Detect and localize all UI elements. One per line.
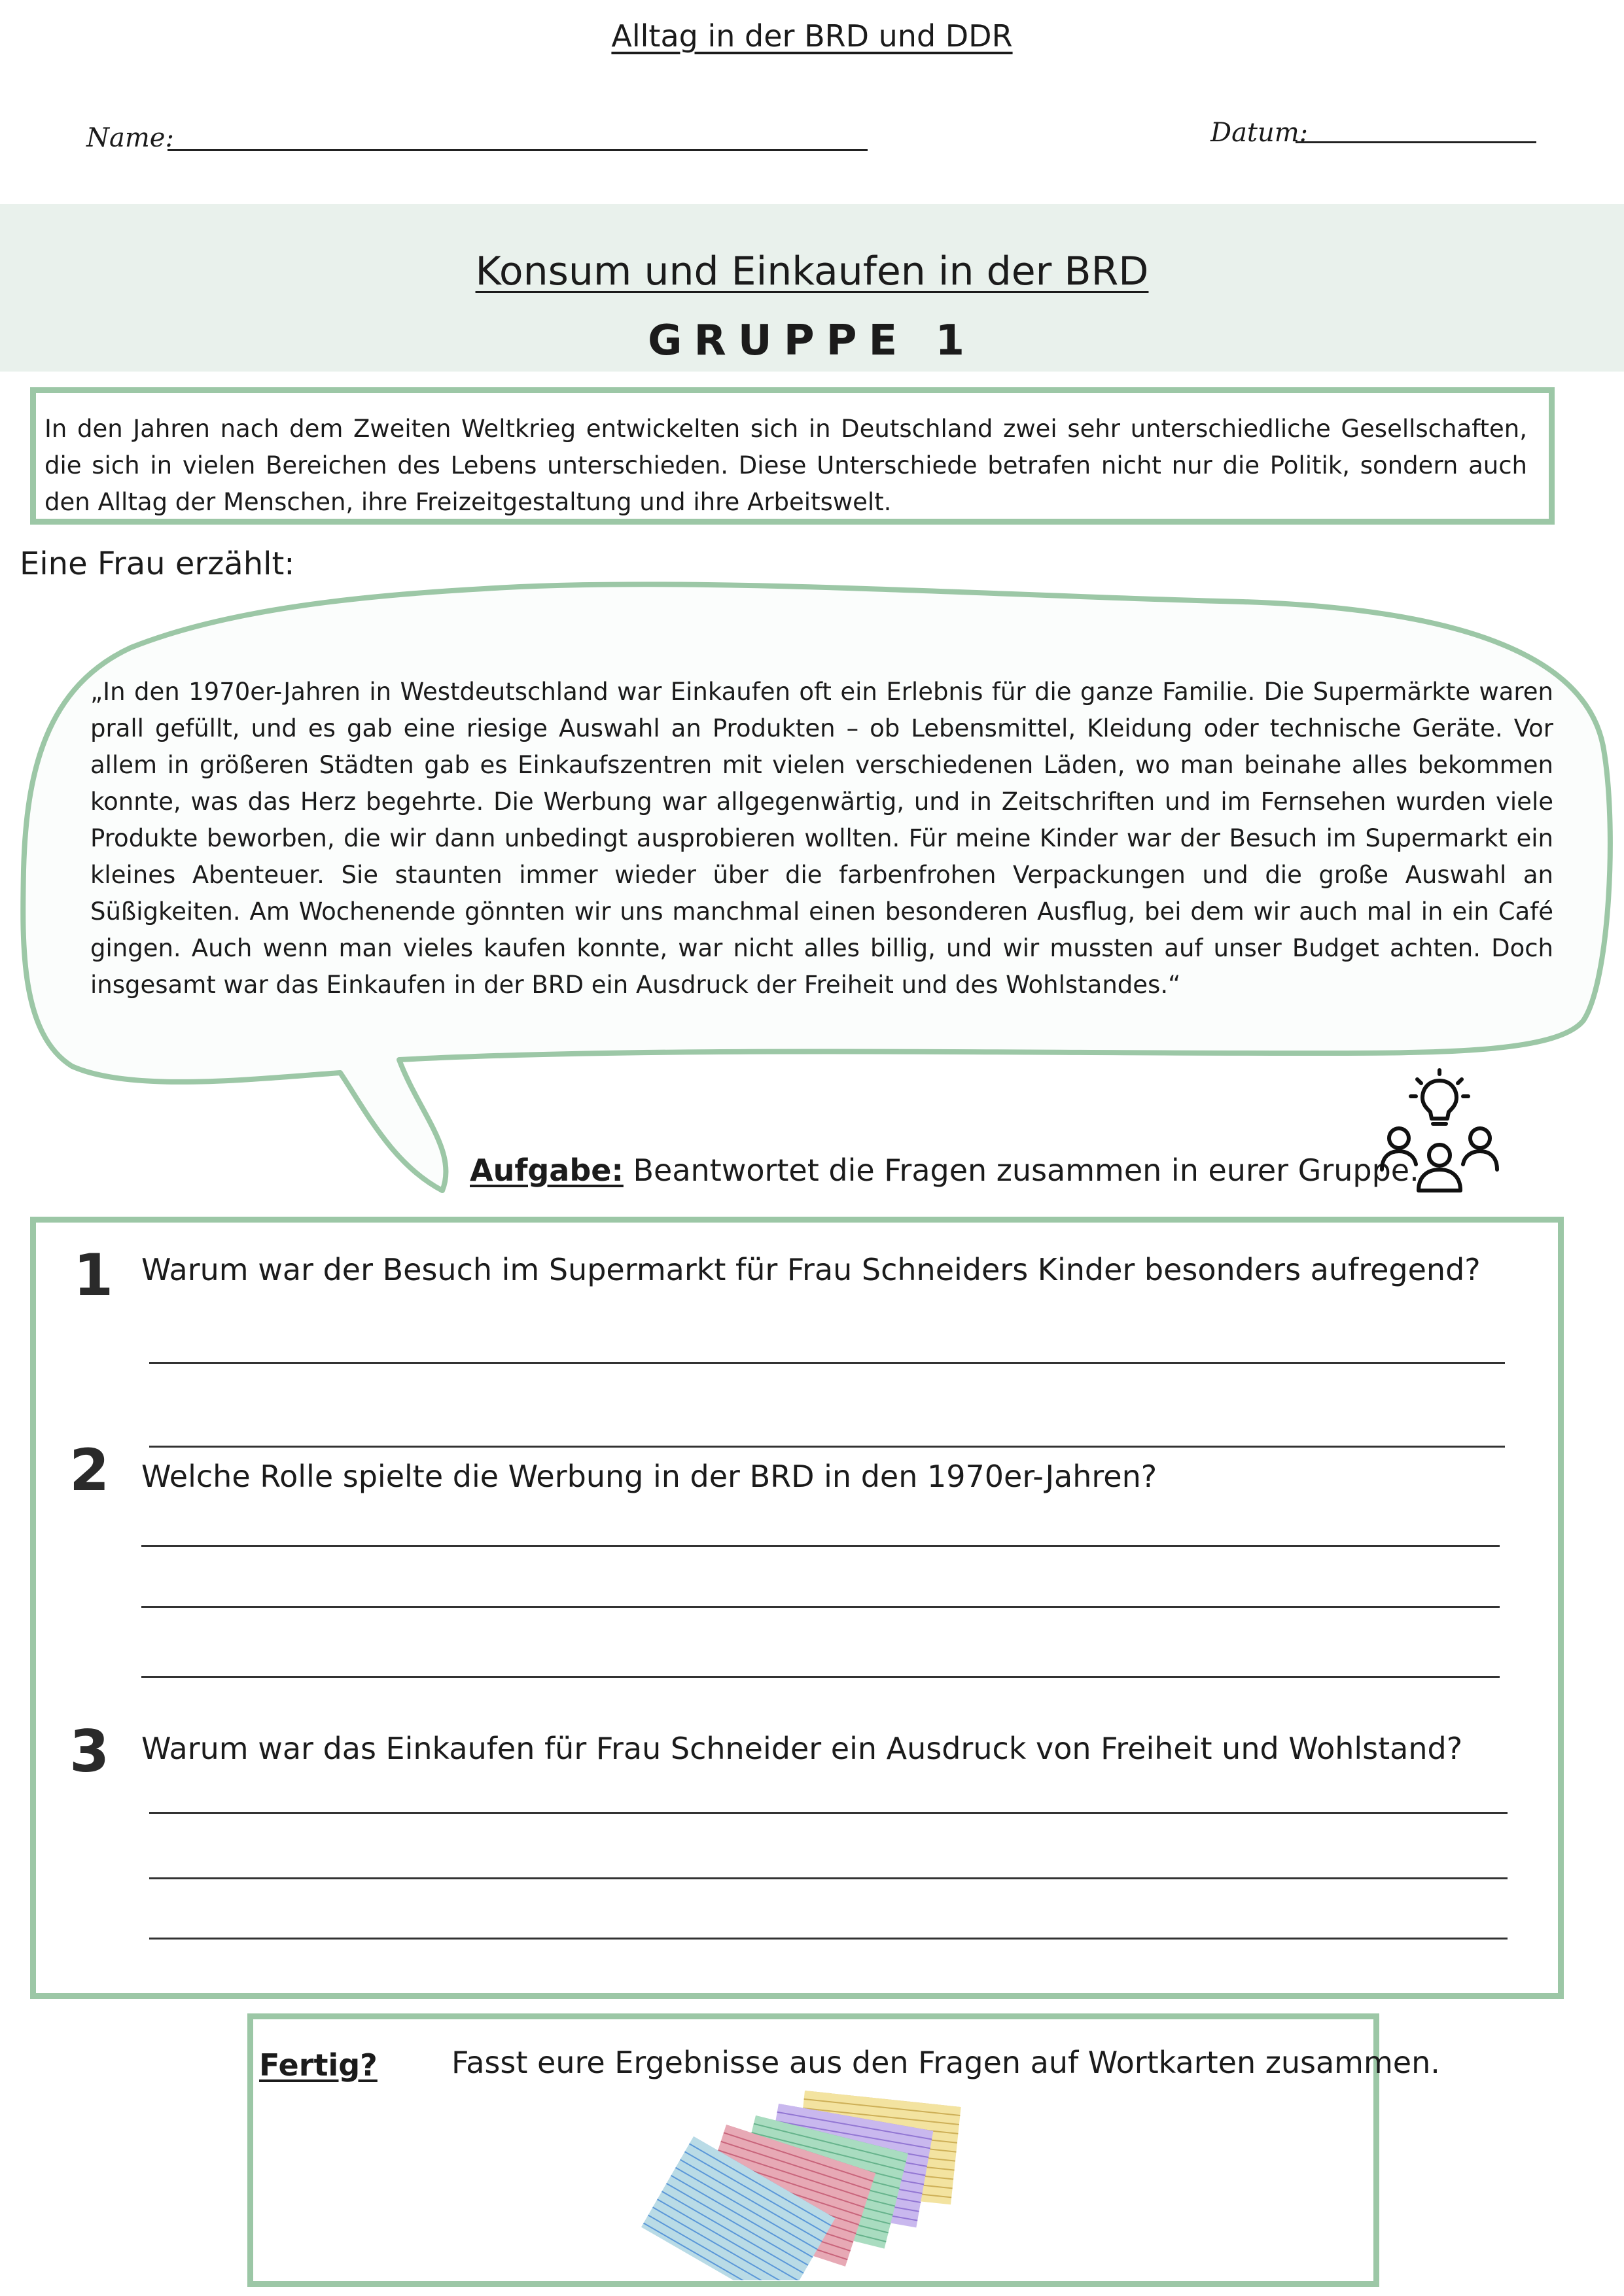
index-cards-icon	[615, 2084, 1034, 2280]
date-field[interactable]	[1296, 141, 1536, 143]
worksheet-title: Alltag in der BRD und DDR	[611, 18, 1013, 54]
answer-line[interactable]	[149, 1362, 1505, 1364]
finish-text: Fasst eure Ergebnisse aus den Fragen auf Wortkarten zusammen.	[451, 2045, 1440, 2080]
answer-line[interactable]	[141, 1545, 1500, 1547]
question-number-1: 1	[73, 1242, 114, 1309]
task-instruction	[470, 1153, 1419, 1188]
finish-label: Fertig?	[259, 2047, 378, 2083]
group-idea-icon	[1374, 1066, 1505, 1197]
answer-line[interactable]	[149, 1938, 1508, 1939]
answer-line[interactable]	[149, 1812, 1508, 1814]
name-label: Name:	[86, 123, 174, 153]
name-field[interactable]	[168, 149, 868, 151]
questions-box	[30, 1217, 1564, 1999]
date-label: Datum:	[1210, 118, 1309, 148]
answer-line[interactable]	[141, 1606, 1500, 1608]
group-heading: GRUPPE 1	[647, 317, 977, 365]
task-label: Aufgabe:	[470, 1153, 624, 1188]
question-number-3: 3	[69, 1718, 110, 1785]
question-3-text: Warum war das Einkaufen für Frau Schneider ein Ausdruck von Freiheit und Wohlstand?	[141, 1731, 1463, 1766]
topic-title: Konsum und Einkaufen in der BRD	[475, 249, 1149, 294]
question-number-2: 2	[69, 1436, 110, 1504]
question-2-text: Welche Rolle spielte die Werbung in der BRD in den 1970er-Jahren?	[141, 1459, 1157, 1494]
answer-line[interactable]	[149, 1446, 1505, 1448]
quote-text: „In den 1970er-Jahren in Westdeutschland war Einkaufen oft ein Erlebnis für die ganze Familie. Die Supermärkte waren prall gefüllt, und es gab eine riesige Auswahl an Produkten – ob Lebensmittel, Kleidung oder technische Geräte. Vor allem in größeren Städten gab es Einkaufszentren mit vielen verschiedenen Läden, wo man beinahe alles bekommen konnte, was das Herz begehrte. Die Werbung war allgegenwärtig, und in Zeitschriften und im Fernsehen wurden viele Produkte beworben, die wir dann unbedingt ausprobieren wollten. Für meine Kinder war der Besuch im Supermarkt ein kleines Abenteuer. Sie staunten immer wieder über die farbenfrohen Verpackungen und die große Auswahl an Süßigkeiten. Am Wochenende gönnten wir uns manchmal einen besonderen Ausflug, bei dem wir auch mal in ein Café gingen. Auch wenn man vieles kaufen konnte, war nicht alles billig, und wir mussten auf unser Budget achten. Doch insgesamt war das Einkaufen in der BRD ein Ausdruck der Freiheit und des Wohlstandes.“	[90, 678, 1553, 999]
task-text: Beantwortet die Fragen zusammen in eurer Gruppe.	[623, 1153, 1419, 1188]
answer-line[interactable]	[149, 1877, 1508, 1879]
intro-text: In den Jahren nach dem Zweiten Weltkrieg entwickelten sich in Deutschland zwei sehr unterschiedliche Gesellschaften, die sich in vielen Bereichen des Lebens unterschieden. Diese Unterschiede betrafen nicht nur die Politik, sondern auch den Alltag der Menschen, ihre Freizeitgestaltung und ihre Arbeitswelt.	[44, 415, 1527, 516]
speaker-label: Eine Frau erzählt:	[20, 546, 295, 582]
question-1-text: Warum war der Besuch im Supermarkt für Frau Schneiders Kinder besonders aufregend?	[141, 1252, 1481, 1287]
answer-line[interactable]	[141, 1676, 1500, 1678]
